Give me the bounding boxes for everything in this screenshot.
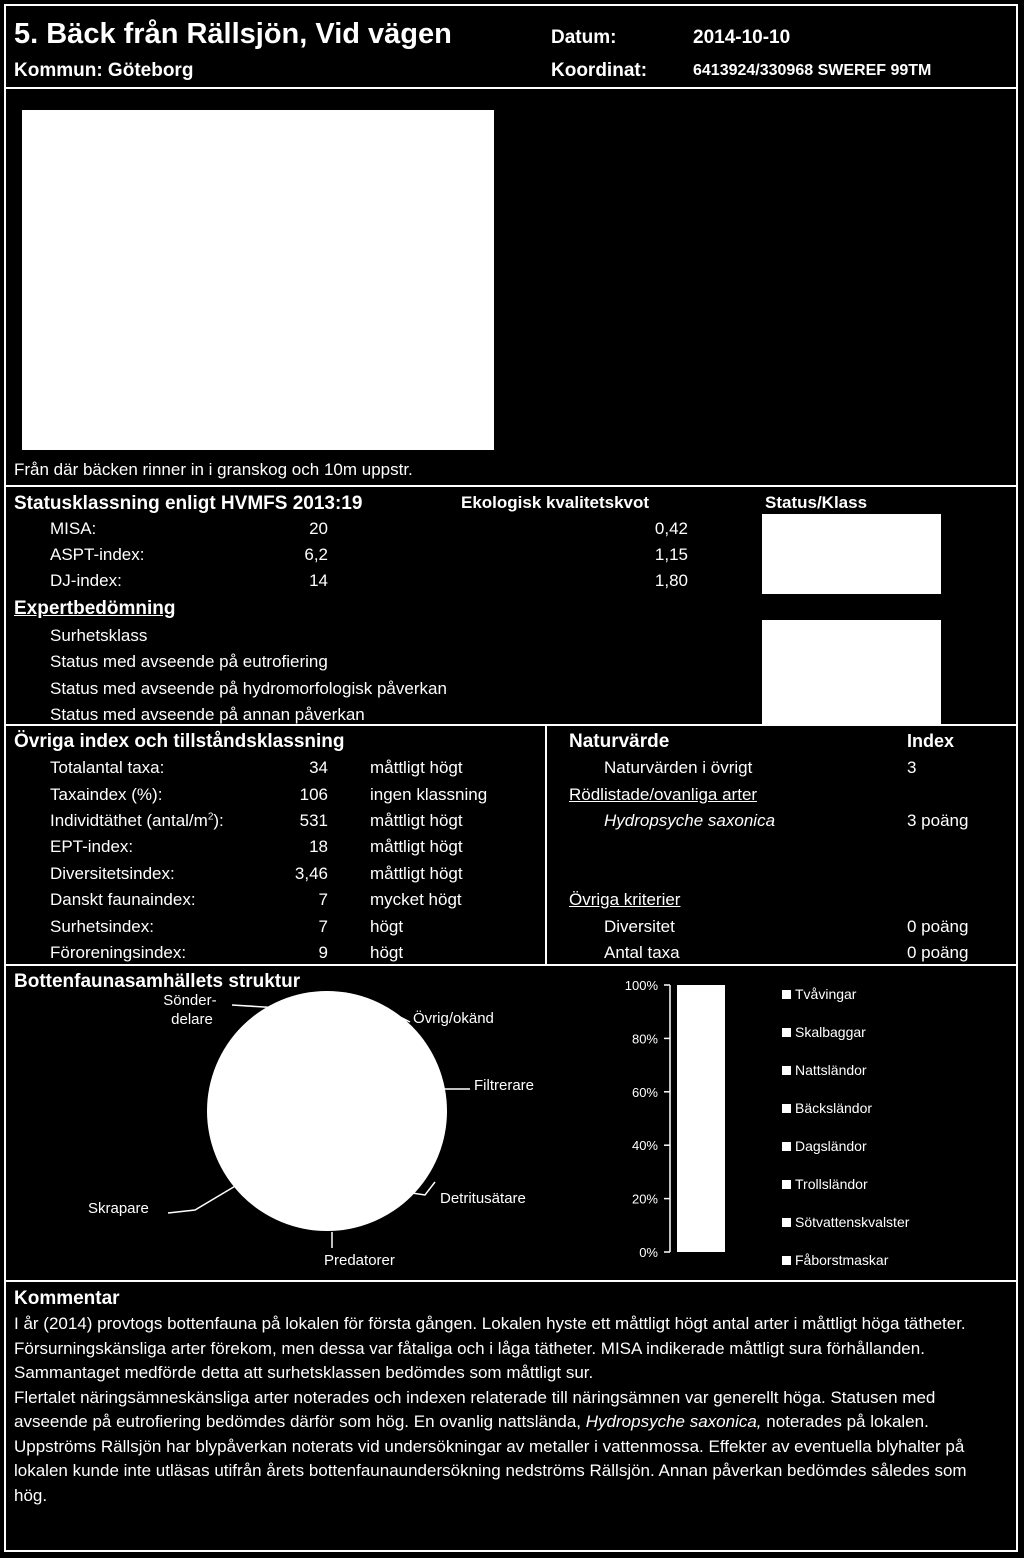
ovriga-value: 106 — [299, 785, 328, 804]
expert-row: Status med avseende på eutrofiering — [50, 652, 328, 671]
aspt-eqr: 1,15 — [654, 545, 688, 564]
misa-eqr: 0,42 — [654, 519, 688, 538]
divider — [4, 485, 1018, 487]
ovriga-value: 9 — [318, 943, 328, 962]
expert-row: Status med avseende på annan påverkan — [50, 705, 365, 724]
ovriga-value: 18 — [309, 837, 328, 856]
legend-swatch — [782, 1028, 791, 1037]
kommentar-title: Kommentar — [14, 1288, 120, 1309]
y-tick-label: 80% — [631, 1031, 658, 1047]
ovriga-label: Danskt faunaindex: — [50, 890, 196, 909]
y-tick-label: 40% — [631, 1138, 658, 1154]
ovriga-label: Individtäthet $(antal/m^2)$: — [50, 811, 224, 830]
legend-swatch — [782, 1066, 791, 1075]
kommentar-paragraph: I år (2014) provtogs bottenfauna på lokalen för första gången. Lokalen hyste ett måttligt högt antal arter i måttligt höga tätheter. Försurningskänsliga arter förekom, men dessa var fåtaliga och i låga tätheter. MISA indikerade måttligt sura förhållanden. Sammantaget medförde detta att surhetsklassen bedömdes som måttligt sur. — [14, 1314, 966, 1382]
page-title: 5. Bäck från Rällsjön, Vid vägen — [14, 18, 452, 50]
struktur-title: Bottenfaunasamhällets struktur — [14, 971, 301, 992]
antal-label: Antal taxa — [604, 943, 680, 962]
pie-label-line2: delare — [171, 1011, 213, 1028]
eqr-header: Ekologisk kvalitetskvot — [461, 493, 650, 512]
ovriga-class: måttligt högt — [370, 811, 463, 830]
ovriga-kriterier-title: Övriga kriterier — [569, 890, 681, 909]
koordinat-value: 6413924/330968 SWEREF 99TM — [693, 62, 932, 79]
pie-label: Skrapare — [88, 1200, 149, 1217]
ovriga-value: 3,46 — [294, 864, 328, 883]
site-photo — [22, 110, 494, 450]
index-header: Index — [907, 731, 955, 751]
y-tick-label: 0% — [639, 1245, 658, 1260]
expert-row: Status med avseende på hydromorfologisk påverkan — [50, 679, 447, 698]
legend-label: Tvåvingar — [795, 986, 857, 1002]
pie-label: Detritusätare — [440, 1190, 526, 1207]
y-tick-label: 60% — [631, 1084, 658, 1100]
legend-label: Bäcksländor — [795, 1100, 873, 1116]
ovriga-label: Diversitetsindex: — [50, 864, 175, 883]
aspt-label: ASPT-index: — [50, 545, 145, 564]
y-tick-label: 20% — [631, 1191, 658, 1207]
divider — [4, 1280, 1018, 1282]
ovriga-value: 34 — [309, 758, 328, 777]
legend-label: Nattsländor — [795, 1062, 867, 1078]
ovriga-title: Övriga index och tillståndsklassning — [14, 731, 345, 752]
misa-value: 20 — [309, 519, 328, 538]
taxa-group-bar-chart — [560, 965, 1015, 1280]
legend-label: Fåborstmaskar — [795, 1252, 889, 1268]
ovriga-class: måttligt högt — [370, 837, 463, 856]
pie-slice — [207, 991, 447, 1231]
datum-value: 2014-10-10 — [693, 27, 791, 48]
dj-value: 14 — [309, 571, 328, 590]
pie-label: Sönder- delare — [163, 992, 217, 1028]
ovriga-label: Taxaindex (%): — [50, 785, 163, 804]
misa-label: MISA: — [50, 519, 97, 538]
diversitet-label: Diversitet — [604, 917, 675, 936]
natur-title: Naturvärde — [569, 731, 670, 752]
naturvarden-value: 3 — [907, 758, 917, 777]
feeding-group-pie-chart — [0, 965, 560, 1280]
ovriga-class: högt — [370, 917, 404, 936]
ovriga-value: 531 — [299, 811, 328, 830]
koordinat-label: Koordinat: — [551, 60, 648, 81]
status-title: Statusklassning enligt HVMFS 2013:19 — [14, 493, 363, 514]
legend-swatch — [782, 1180, 791, 1189]
ovriga-class: ingen klassning — [370, 785, 488, 804]
ovriga-label: EPT-index: — [50, 837, 134, 856]
legend-swatch — [782, 1104, 791, 1113]
expert-class-box — [762, 620, 941, 725]
column-divider — [545, 724, 547, 965]
species-value: 3 poäng — [907, 811, 969, 830]
ovriga-class: högt — [370, 943, 404, 962]
legend-swatch — [782, 1256, 791, 1265]
kommentar-text — [14, 1312, 1004, 1508]
ovriga-value: 7 — [318, 890, 328, 909]
datum-label: Datum: — [551, 27, 617, 48]
ovriga-class: måttligt högt — [370, 864, 463, 883]
ovriga-class: mycket högt — [370, 890, 462, 909]
naturvarden-label: Naturvärden i övrigt — [604, 758, 753, 777]
pie-label: Predatorer — [324, 1252, 395, 1269]
legend-label: Dagsländor — [795, 1138, 867, 1154]
bar — [677, 985, 725, 1252]
antal-value: 0 poäng — [907, 943, 969, 962]
diversitet-value: 0 poäng — [907, 917, 969, 936]
ovriga-class: måttligt högt — [370, 758, 463, 777]
species-name: Hydropsyche saxonica — [604, 811, 776, 830]
legend-swatch — [782, 1218, 791, 1227]
expert-title: Expertbedömning — [14, 598, 176, 619]
dj-eqr: 1,80 — [654, 571, 688, 590]
ovriga-label: Föroreningsindex: — [50, 943, 187, 962]
y-tick-label: 100% — [624, 978, 658, 993]
leader-line — [168, 1185, 237, 1213]
pie-label: Filtrerare — [474, 1077, 535, 1094]
class-header: Status/Klass — [765, 493, 868, 512]
expert-row: Surhetsklass — [50, 626, 148, 645]
legend-swatch — [782, 990, 791, 999]
ovriga-label: Surhetsindex: — [50, 917, 154, 936]
legend-label: Trollsländor — [795, 1176, 868, 1192]
legend-label: Skalbaggar — [795, 1024, 866, 1040]
photo-caption: Från där bäcken rinner in i granskog och 10m uppstr. — [14, 460, 413, 479]
pie-label: Övrig/okänd — [413, 1010, 494, 1027]
rodlistade-title: Rödlistade/ovanliga arter — [569, 785, 758, 804]
ovriga-value: 7 — [318, 917, 328, 936]
legend-label: Sötvattenskvalster — [795, 1214, 910, 1230]
status-class-box — [762, 514, 941, 594]
kommentar-paragraph: Flertalet näringsämneskänsliga arter noterades och indexen relaterade till näringsämnen var generellt höga. Statusen med avseende på eutrofiering bedömdes därför som hög. En ovanlig nattslända, Hydropsyche saxonica, noterades på lokalen. Uppströms Rällsjön har blypåverkan noterats vid undersökningar av metaller i vattenmossa. Effekter av eventuella blyhalter på lokalen kunde inte utläsas utifrån årets bottenfaunaundersökning nedströms Rällsjön. Annan påverkan bedömdes således som hög. — [14, 1387, 967, 1505]
aspt-value: 6,2 — [304, 545, 328, 564]
ovriga-label: Totalantal taxa: — [50, 758, 165, 777]
legend-swatch — [782, 1142, 791, 1151]
dj-label: DJ-index: — [50, 571, 122, 590]
divider — [4, 87, 1018, 89]
kommun: Kommun: Göteborg — [14, 60, 194, 81]
